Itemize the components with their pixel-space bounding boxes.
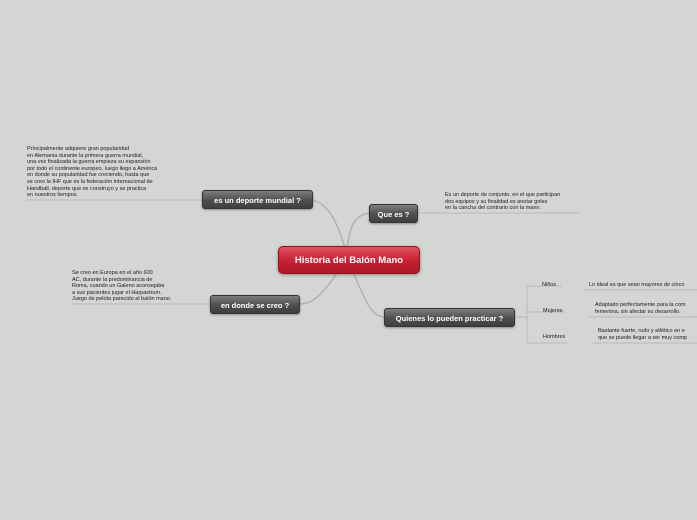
note-mujeres: Adaptado perfectamente para la com femenina, sin afectar su desarrollo. (595, 302, 686, 315)
central-topic[interactable]: Historia del Balón Mano (278, 246, 420, 274)
connector-que-es (347, 213, 369, 248)
subtopic-hombres[interactable]: Hombres (543, 334, 566, 340)
note-en-donde: Se creo en Europa en el año 600 AC, durante la predominancia de Roma, cuando un Galeno aconsejaba a sus pacientes jugar el Harpastrum. Juego de pelota parecido al balón mano. (72, 270, 172, 303)
note-deporte-mundial: Principalmente adquiere gran popularidad en Alemania durante la primera guerra mundial, una vez finalizada la guerra empieza su expansión por todo el continente europeo, luego llego a América en donde su popularidad fue creciendo, hasta que se creo la IHF que es la federación internacional de Handball, deporte que se construyo y se practica en nuestros tiempos. (27, 146, 158, 199)
connector-deporte-mundial (313, 200, 345, 248)
topic-en-donde[interactable]: en donde se creo ? (210, 295, 300, 314)
note-hombres: Bastante fuerte, rudo y atlético en e que se puede llegar a ser muy comp (598, 328, 687, 341)
note-ninos: Lo ideal es que sean mayores de cinco (589, 282, 685, 288)
topic-deporte-mundial[interactable]: es un deporte mundial ? (202, 190, 313, 209)
topic-que-es[interactable]: Que es ? (369, 204, 418, 223)
subtopic-ninos[interactable]: Niños (542, 282, 557, 288)
connector-en-donde (300, 272, 338, 304)
subtopic-mujeres[interactable]: Mujeres (543, 308, 563, 314)
note-que-es: Es un deporte de conjunto, en el que participan dos equipos y su finalidad es anotar goles en la cancha del contrario con la mano. (445, 192, 561, 212)
connector-quienes (353, 272, 384, 317)
topic-quienes[interactable]: Quienes lo pueden practicar ? (384, 308, 515, 327)
